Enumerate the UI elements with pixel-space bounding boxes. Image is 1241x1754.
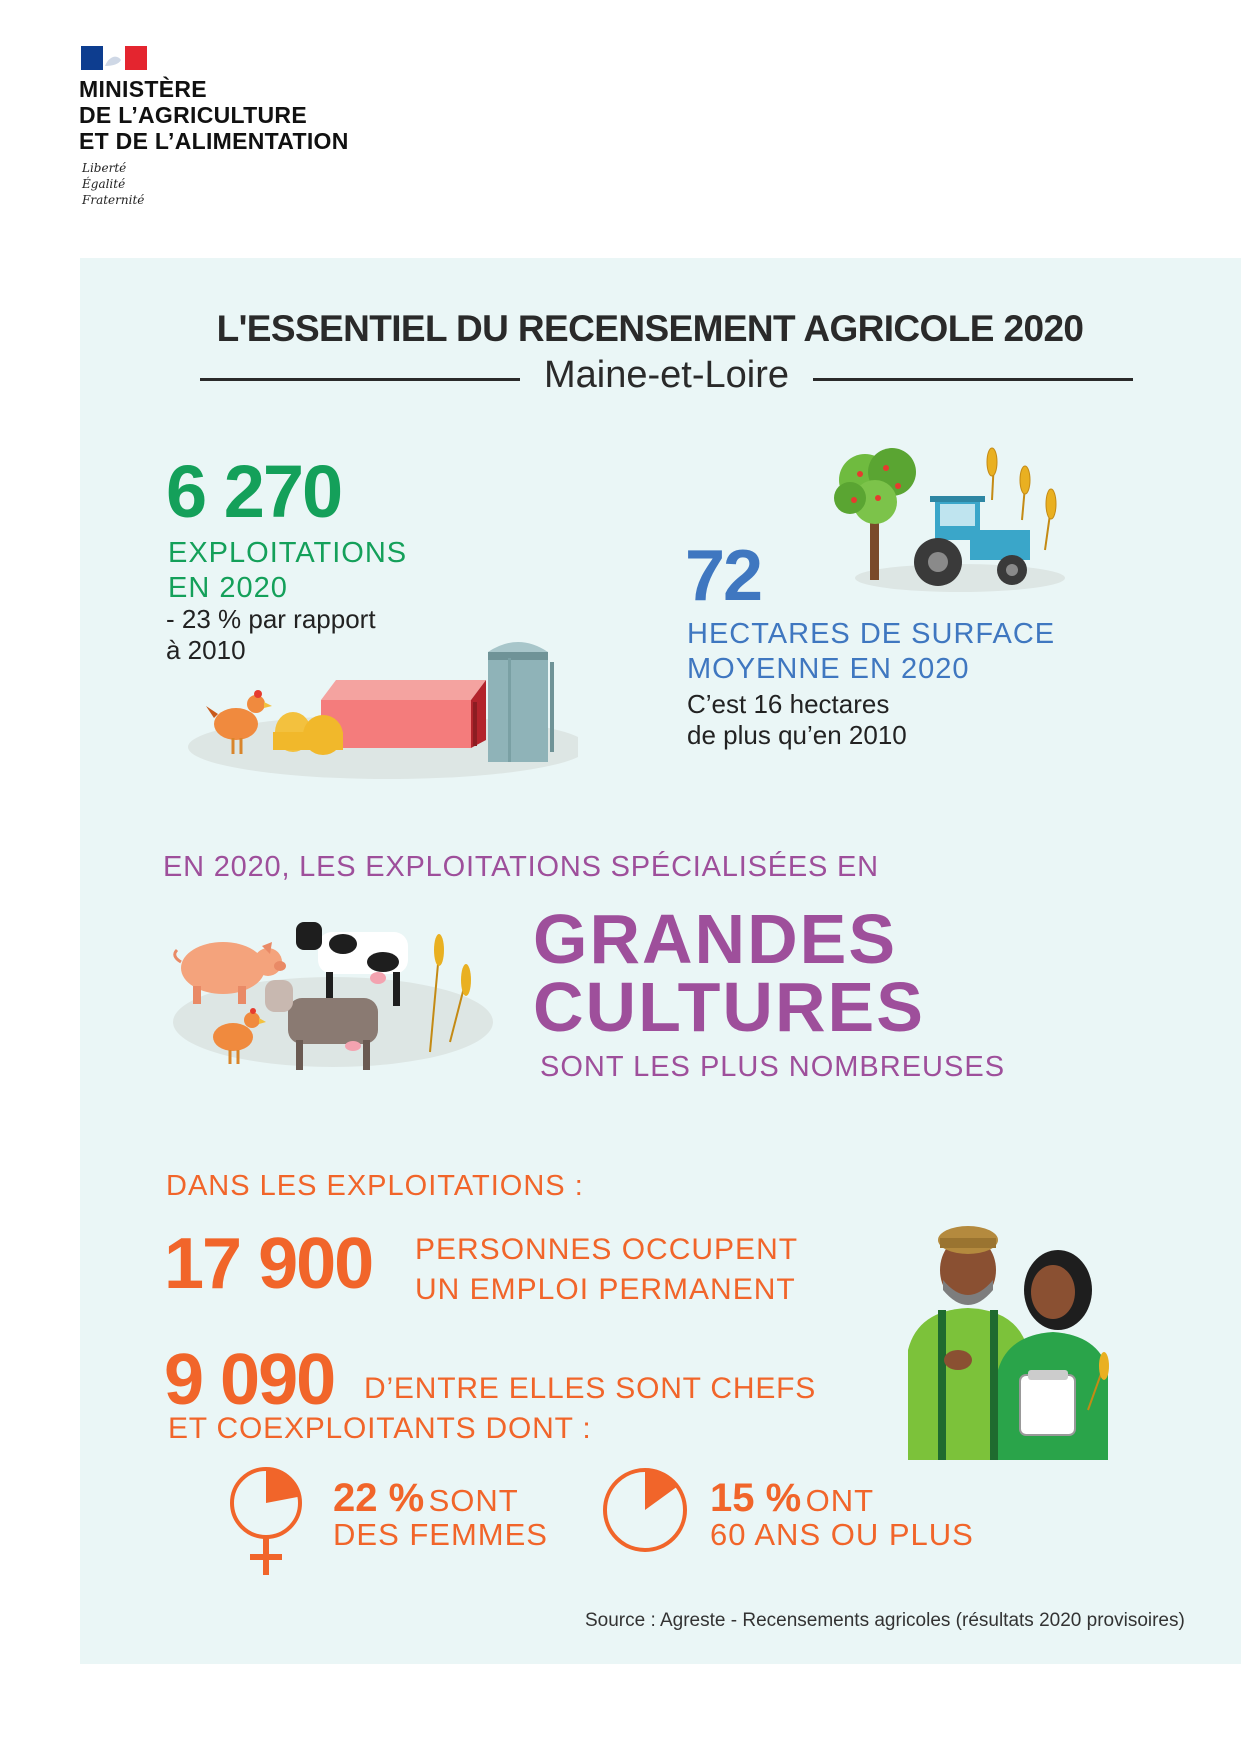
women-share-label: DES FEMMES bbox=[333, 1517, 548, 1552]
motto-line-1: Liberté bbox=[82, 161, 127, 175]
ministry-name bbox=[79, 76, 349, 154]
surface-label-line-2: MOYENNE EN 2020 bbox=[687, 653, 970, 685]
exploitations-label-line-1: EXPLOITATIONS bbox=[168, 537, 408, 569]
surface-label-line-1: HECTARES DE SURFACE bbox=[687, 618, 1056, 650]
female-share-slice bbox=[266, 1469, 299, 1503]
surface-evolution-line-1: C’est 16 hectares bbox=[687, 689, 890, 719]
seniors-share-pct: 15 % bbox=[710, 1476, 802, 1520]
chefs-value: 9 090 bbox=[164, 1340, 335, 1420]
barn-icon bbox=[321, 680, 486, 700]
seniors-share bbox=[710, 1476, 874, 1521]
specialisation-intro: EN 2020, LES EXPLOITATIONS SPÉCIALISÉES EN bbox=[163, 851, 879, 883]
permanent-jobs-label-line-2: UN EMPLOI PERMANENT bbox=[415, 1273, 796, 1306]
senior-share-slice bbox=[645, 1470, 677, 1510]
ministry-line-2: DE L’AGRICULTURE bbox=[79, 102, 307, 128]
page-subtitle: Maine-et-Loire bbox=[544, 354, 789, 396]
subtitle-rule-right bbox=[813, 378, 1133, 381]
farm-illustration bbox=[178, 632, 578, 782]
exploitations-label-line-2: EN 2020 bbox=[168, 572, 288, 604]
age-pie-icon bbox=[600, 1465, 690, 1555]
seniors-share-verb: ONT bbox=[805, 1483, 875, 1518]
silo-icon bbox=[488, 642, 554, 762]
motto-line-3: Fraternité bbox=[82, 193, 145, 207]
exploitations-evolution-line-2: à 2010 bbox=[166, 635, 246, 665]
surface-label bbox=[687, 617, 1055, 687]
women-share-verb: SONT bbox=[428, 1483, 519, 1518]
ministry-line-1: MINISTÈRE bbox=[79, 76, 207, 102]
permanent-jobs-value: 17 900 bbox=[164, 1224, 373, 1304]
female-farmer-icon bbox=[998, 1250, 1109, 1460]
tree-icon bbox=[834, 448, 916, 580]
seniors-share-label: 60 ANS OU PLUS bbox=[710, 1517, 974, 1552]
chefs-label-line-2: ET COEXPLOITANTS DONT : bbox=[168, 1412, 592, 1445]
livestock-illustration bbox=[168, 912, 498, 1077]
surface-evolution-line-2: de plus qu’en 2010 bbox=[687, 720, 907, 750]
women-share bbox=[333, 1476, 519, 1521]
farmers-illustration bbox=[898, 1210, 1128, 1460]
source-note: Source : Agreste - Recensements agricoles (résultats 2020 provisoires) bbox=[585, 1610, 1185, 1631]
specialisation-type-line-2: CULTURES bbox=[533, 968, 925, 1046]
employment-intro: DANS LES EXPLOITATIONS : bbox=[166, 1170, 584, 1202]
specialisation-caption: SONT LES PLUS NOMBREUSES bbox=[540, 1051, 1006, 1083]
exploitations-label bbox=[168, 536, 407, 606]
surface-evolution bbox=[687, 689, 907, 751]
motto-line-2: Égalité bbox=[82, 177, 126, 191]
female-pie-icon bbox=[228, 1465, 308, 1577]
subtitle-rule-left bbox=[200, 378, 520, 381]
surface-value: 72 bbox=[685, 536, 762, 616]
chefs-label-line-1: D’ENTRE ELLES SONT CHEFS bbox=[364, 1372, 817, 1405]
republic-motto bbox=[82, 160, 144, 208]
tree-tractor-illustration bbox=[820, 440, 1070, 600]
page-title: L'ESSENTIEL DU RECENSEMENT AGRICOLE 2020 bbox=[216, 308, 1084, 349]
women-share-pct: 22 % bbox=[333, 1476, 425, 1520]
specialisation-type-line-1: GRANDES bbox=[533, 900, 898, 978]
exploitations-evolution-line-1: - 23 % par rapport bbox=[166, 604, 376, 634]
exploitations-value: 6 270 bbox=[166, 450, 342, 533]
specialisation-type bbox=[533, 900, 925, 1046]
permanent-jobs-label bbox=[415, 1230, 798, 1310]
ministry-line-3: ET DE L’ALIMENTATION bbox=[79, 128, 349, 154]
marianne-logo bbox=[81, 46, 147, 70]
permanent-jobs-label-line-1: PERSONNES OCCUPENT bbox=[415, 1233, 799, 1266]
